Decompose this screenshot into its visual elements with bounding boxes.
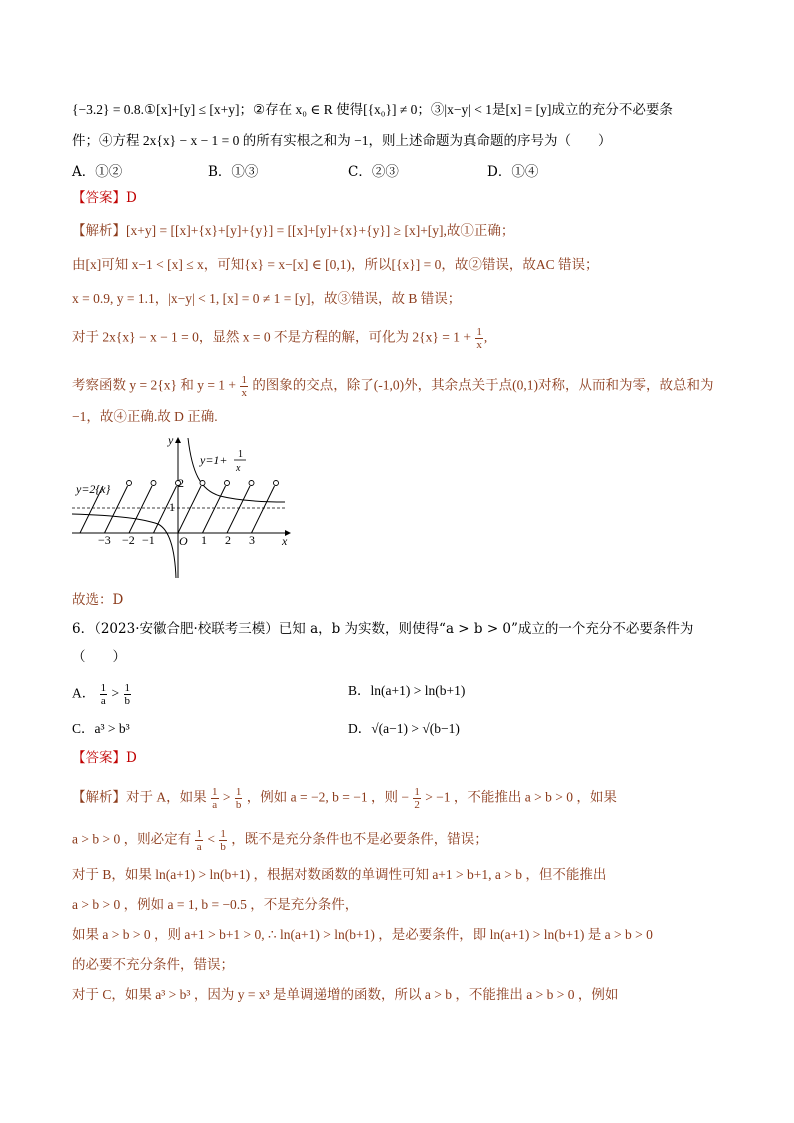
q5-analysis-4-text: 对于 2x{x} − x − 1 = 0，显然 x = 0 不是方程的解，可化为 2{x} = 1 + (72, 329, 471, 345)
frac-1-over-a (195, 828, 203, 853)
q5-option-d: D．①④ (487, 164, 539, 180)
x-tick-neg1: −1 (142, 533, 155, 547)
frac-den: x (476, 339, 482, 351)
floor-segment (252, 486, 275, 533)
x-tick-neg2: −2 (122, 533, 135, 547)
frac-den: a (100, 695, 106, 707)
frac-num: 1 (124, 682, 130, 694)
frac-num: 1 (196, 828, 202, 840)
q6-analysis-4: a > b > 0 ，例如 a = 1, b = −0.5 ，不是充分条件， (72, 897, 359, 912)
x-axis-label: x (282, 534, 288, 548)
frac-den: b (235, 799, 242, 811)
q6-paren: （ ） (72, 649, 126, 665)
q5-fraction-1-over-x (475, 326, 483, 351)
q6-analysis-6: 的必要不充分条件，错误； (72, 957, 234, 972)
q6-option-b: B．ln(a+1) > ln(b+1) (348, 683, 466, 698)
q5-function-graph (70, 432, 300, 582)
q6-analysis-2a: a > b > 0 ，则必定有 (72, 831, 192, 847)
open-endpoint (249, 481, 254, 486)
q5-analysis-1: 【解析】[x+y] = [[x]+{x}+[y]+{y}] = [[x]+[y]+{x}+{y}] ≥ [x]+[y],故①正确； (72, 223, 515, 238)
q5-analysis-2: 由[x]可知 x−1 < [x] ≤ x，可知{x} = x−[x] ∈ [0,1)，所以[{x}] = 0，故②错误，故AC 错误； (72, 257, 599, 272)
open-endpoint (127, 481, 132, 486)
frac-num: 1 (235, 786, 242, 798)
origin-label: O (179, 534, 188, 548)
q6-option-d: D．√(a−1) > √(b−1) (348, 721, 460, 736)
frac-num: 1 (220, 828, 226, 840)
frac-num: 1 (476, 326, 482, 338)
x-tick-3: 3 (249, 533, 255, 547)
q5-line2: 件；④方程 2x{x} − x − 1 = 0 的所有实根之和为 −1，则上述命题为真命题的序号为（ ） (72, 133, 612, 148)
y-tick-1: 1 (169, 500, 175, 514)
label-hyperbola-num: 1 (238, 449, 243, 460)
frac-num: 1 (241, 374, 247, 386)
q5-analysis-5a: 考察函数 y = 2{x} 和 y = 1 + (72, 377, 237, 393)
open-endpoint (274, 481, 279, 486)
q6-analysis-1a: 【解析】对于 A，如果 (72, 789, 207, 805)
floor-segment (227, 486, 250, 533)
q6-analysis-1c: > −1 ，不能推出 a > b > 0 ，如果 (425, 789, 617, 805)
frac-den: x (241, 387, 247, 399)
q6-stem: 6．（2023·安徽合肥·校联考三模）已知 a，b 为实数，则使得“a > b > 0”成立的一个充分不必要条件为 (72, 621, 694, 637)
y-tick-2: 2 (178, 476, 184, 490)
frac-1-over-a (100, 682, 108, 707)
q5-option-c: C．②③ (348, 164, 399, 180)
q6-analysis-7: 对于 C，如果 a³ > b³ ，因为 y = x³ 是单调递增的函数，所以 a > b ，不能推出 a > b > 0 ，例如 (72, 987, 619, 1002)
q6-option-a-label: A． (72, 685, 96, 701)
x-tick-1: 1 (201, 533, 207, 547)
q6-option-a: A． $\frac{1}{a}$ > $\frac{1}{b}$ (72, 682, 130, 707)
q5-choose: 故选：D (72, 592, 124, 608)
frac-1-over-2 (413, 786, 421, 811)
frac-num: 1 (414, 786, 420, 798)
label-floor-func: y=2{x} (76, 482, 111, 496)
q6-analysis-2b: ，既不是充分条件也不是必要条件，错误； (231, 831, 488, 847)
frac-num: 1 (100, 682, 107, 694)
q5-line1: {−3.2} = 0.8.①[x]+[y] ≤ [x+y]；②存在 x₀ ∈ R 使得[{x₀}] ≠ 0；③|x−y| < 1是[x] = [y]成立的充分不必要条 (72, 102, 673, 117)
q5-analysis-5 (72, 374, 714, 399)
frac-1-over-b (235, 786, 243, 811)
frac-den: 2 (414, 799, 420, 811)
q6-analysis-5: 如果 a > b > 0 ，则 a+1 > b+1 > 0, ∴ ln(a+1) > ln(b+1) ，是必要条件，即 ln(a+1) > ln(b+1) 是 a > b > 0 (72, 927, 653, 942)
floor-segment (129, 486, 152, 533)
q5-option-a: A．①② (72, 164, 123, 180)
floor-segment (203, 486, 226, 533)
label-hyperbola-den: x (236, 463, 241, 474)
frac-den: a (212, 799, 218, 811)
q6-analysis-3: 对于 B，如果 ln(a+1) > ln(b+1) ，根据对数函数的单调性可知 a+1 > b+1, a > b ，但不能推出 (72, 867, 607, 882)
frac-1-over-a (211, 786, 219, 811)
q6-option-c: C．a³ > b³ (72, 721, 130, 736)
open-endpoint (225, 481, 230, 486)
open-endpoint (151, 481, 156, 486)
q6-analysis-2: a > b > 0 ，则必定有 $\frac{1}{a}$ < $\frac{1}{b}$ ，既不是充分条件也不是必要条件，错误； (72, 828, 488, 853)
q5-answer: 【答案】D (72, 190, 137, 206)
label-hyperbola: y=1+ (200, 453, 228, 467)
q5-analysis-5b: 的图象的交点，除了(-1,0)外，其余点关于点(0,1)对称，从而和为零，故总和为 (252, 377, 714, 393)
frac-num: 1 (212, 786, 218, 798)
frac-den: b (124, 695, 130, 707)
q5-analysis-4: 对于 2x{x} − x − 1 = 0，显然 x = 0 不是方程的解，可化为 2{x} = 1 + $\frac{1}{x}$ , (72, 326, 488, 351)
open-endpoint (200, 481, 205, 486)
frac-1-over-b (124, 682, 132, 707)
q6-answer: 【答案】D (72, 750, 137, 766)
frac-1-over-b (219, 828, 227, 853)
q5-option-b: B．①③ (208, 164, 259, 180)
q6-analysis-1b: ，例如 a = −2, b = −1 ，则 − (246, 789, 409, 805)
q5-analysis-6: −1，故④正确.故 D 正确. (72, 409, 218, 424)
frac-den: a (196, 841, 202, 853)
floor-segment (178, 486, 201, 533)
q6-analysis-1: 【解析】对于 A，如果 $\frac{1}{a}$ > $\frac{1}{b}$ ，例如 a = −2, b = −1 ，则 − $\frac{1}{2}$ > −1 ，不能推出 a > b > 0 ，如果 (72, 786, 617, 811)
q5-analysis-3: x = 0.9, y = 1.1，|x−y| < 1, [x] = 0 ≠ 1 = [y]，故③错误，故 B 错误； (72, 291, 462, 306)
x-tick-neg3: −3 (98, 533, 111, 547)
y-axis-label: y (168, 433, 174, 447)
x-tick-2: 2 (225, 533, 231, 547)
q5-fraction-1-over-x-2 (240, 374, 248, 399)
frac-den: b (220, 841, 226, 853)
